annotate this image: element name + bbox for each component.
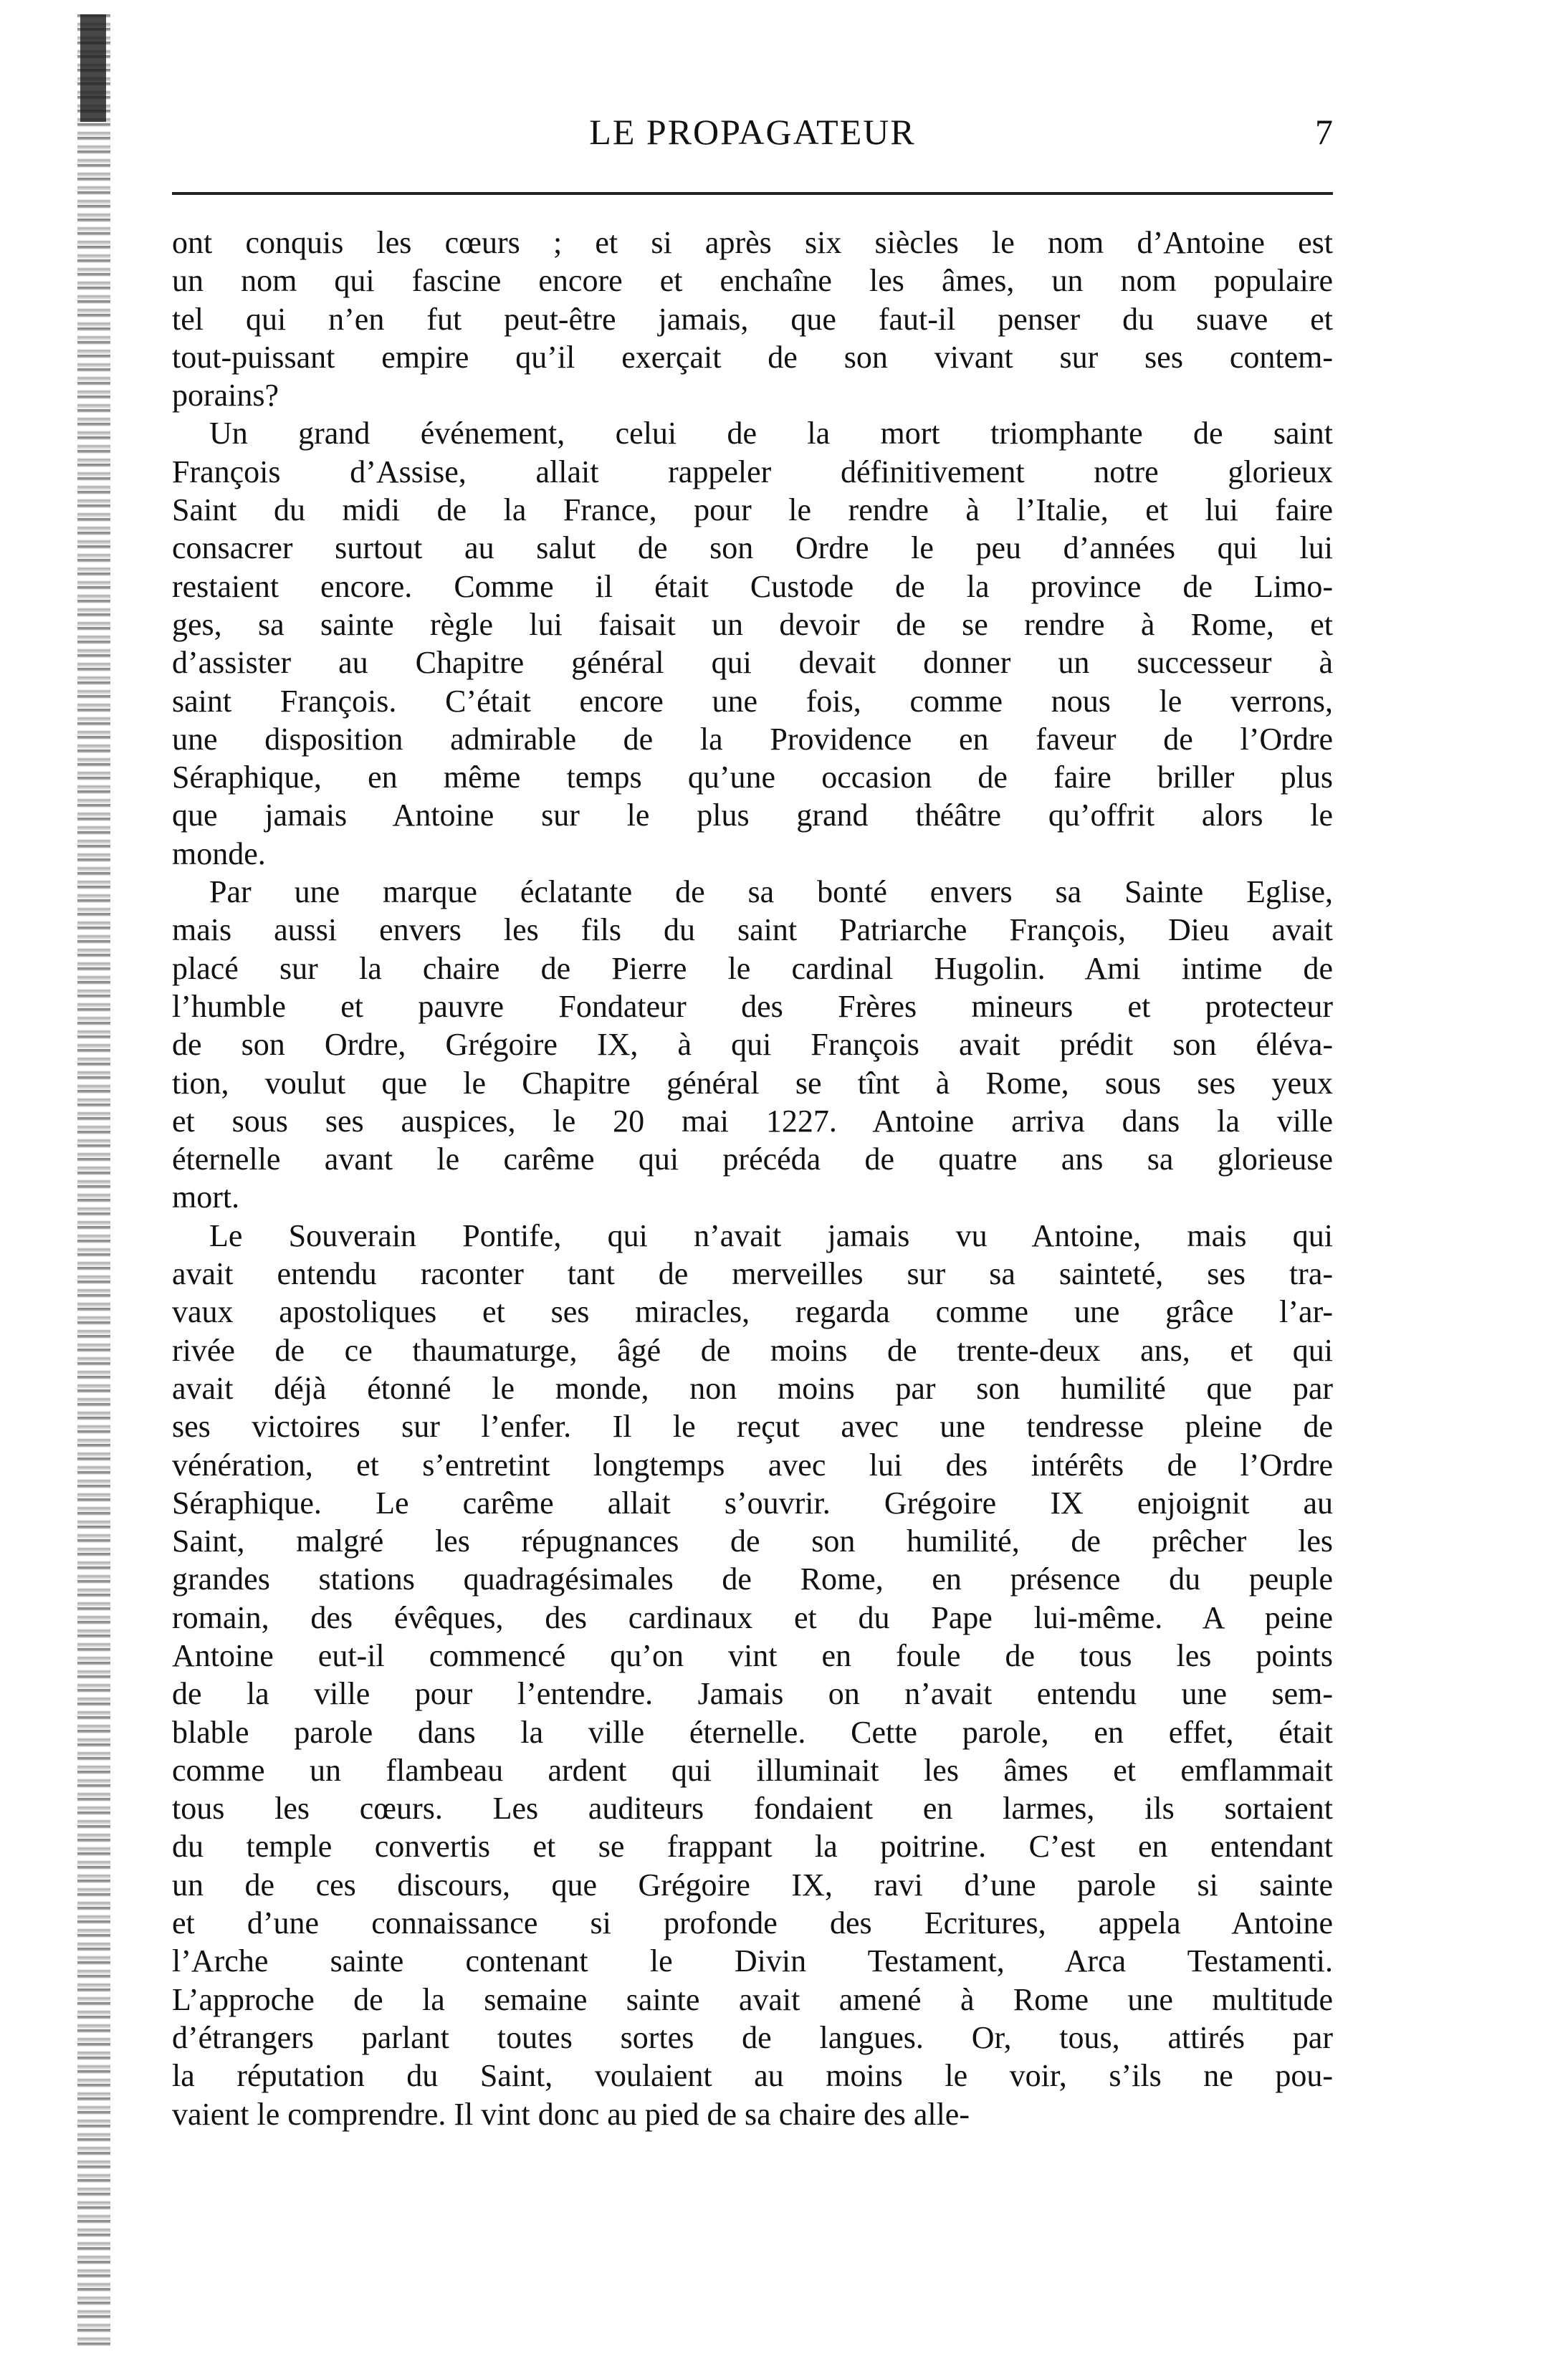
text-line: vénération, et s’entretint longtemps avec lui des intérêts de l’Ordre	[172, 1447, 1333, 1483]
text-line: placé sur la chaire de Pierre le cardinal Hugolin. Ami intime de	[172, 950, 1333, 986]
text-line: tel qui n’en fut peut-être jamais, que faut-il penser du suave et	[172, 301, 1333, 337]
body-text	[172, 224, 1333, 2133]
text-line: la réputation du Saint, voulaient au moins le voir, s’ils ne pou-	[172, 2058, 1333, 2094]
text-line: François d’Assise, allait rappeler définitivement notre glorieux	[172, 454, 1333, 489]
text-line: romain, des évêques, des cardinaux et du Pape lui-même. A peine	[172, 1599, 1333, 1635]
text-line: saint François. C’était encore une fois, comme nous le verrons,	[172, 683, 1333, 719]
text-line: mort.	[172, 1179, 240, 1215]
text-line: porains?	[172, 378, 279, 413]
text-line: un nom qui fascine encore et enchaîne les âmes, un nom populaire	[172, 263, 1333, 299]
text-line: comme un flambeau ardent qui illuminait les âmes et emflammait	[172, 1752, 1333, 1788]
text-line: Saint du midi de la France, pour le rendre à l’Italie, et lui faire	[172, 492, 1333, 528]
text-line: blable parole dans la ville éternelle. Cette parole, en effet, était	[172, 1714, 1333, 1750]
text-line: grandes stations quadragésimales de Rome, en présence du peuple	[172, 1561, 1333, 1597]
text-line: d’assister au Chapitre général qui devait donner un successeur à	[172, 645, 1333, 681]
scanned-binding-edge	[77, 14, 110, 2350]
text-line: éternelle avant le carême qui précéda de quatre ans sa glorieuse	[172, 1142, 1333, 1177]
text-line: Séraphique. Le carême allait s’ouvrir. Grégoire IX enjoignit au	[172, 1485, 1333, 1521]
header-rule	[172, 192, 1333, 195]
text-line: d’étrangers parlant toutes sortes de langues. Or, tous, attirés par	[172, 2019, 1333, 2055]
page-number: 7	[1315, 112, 1333, 152]
paragraph	[172, 224, 1333, 414]
text-line: Saint, malgré les répugnances de son humilité, de prêcher les	[172, 1523, 1333, 1559]
text-line: consacrer surtout au salut de son Ordre le peu d’années qui lui	[172, 530, 1333, 566]
text-line: Un grand événement, celui de la mort triomphante de saint	[209, 416, 1333, 451]
text-line: monde.	[172, 836, 266, 871]
text-line: restaient encore. Comme il était Custode de la province de Limo-	[172, 568, 1333, 604]
text-line: l’Arche sainte contenant le Divin Testament, Arca Testamenti.	[172, 1943, 1333, 1979]
text-line: avait entendu raconter tant de merveilles sur sa sainteté, ses tra-	[172, 1256, 1333, 1292]
text-line: de la ville pour l’entendre. Jamais on n’avait entendu une sem-	[172, 1676, 1333, 1712]
text-line: tous les cœurs. Les auditeurs fondaient en larmes, ils sortaient	[172, 1791, 1333, 1827]
text-line: Antoine eut-il commencé qu’on vint en foule de tous les points	[172, 1637, 1333, 1673]
text-line: Par une marque éclatante de sa bonté envers sa Sainte Eglise,	[209, 874, 1333, 910]
text-line: un de ces discours, que Grégoire IX, ravi d’une parole si sainte	[172, 1867, 1333, 1903]
paragraph	[172, 414, 1333, 873]
text-line: ses victoires sur l’enfer. Il le reçut avec une tendresse pleine de	[172, 1409, 1333, 1445]
text-line: ont conquis les cœurs ; et si après six siècles le nom d’Antoine est	[172, 225, 1333, 260]
paragraph	[172, 873, 1333, 1217]
text-line: et sous ses auspices, le 20 mai 1227. Antoine arriva dans la ville	[172, 1103, 1333, 1139]
text-line: tout-puissant empire qu’il exerçait de son vivant sur ses contem-	[172, 339, 1333, 375]
text-line: et d’une connaissance si profonde des Ecritures, appela Antoine	[172, 1905, 1333, 1941]
running-title: LE PROPAGATEUR	[589, 112, 916, 152]
text-line: avait déjà étonné le monde, non moins par son humilité que par	[172, 1370, 1333, 1406]
text-line: ges, sa sainte règle lui faisait un devoir de se rendre à Rome, et	[172, 606, 1333, 642]
text-line: rivée de ce thaumaturge, âgé de moins de trente-deux ans, et qui	[172, 1332, 1333, 1368]
text-line: tion, voulut que le Chapitre général se tînt à Rome, sous ses yeux	[172, 1065, 1333, 1101]
text-line: du temple convertis et se frappant la poitrine. C’est en entendant	[172, 1829, 1333, 1865]
text-line: L’approche de la semaine sainte avait amené à Rome une multitude	[172, 1981, 1333, 2017]
scan-shadow-mark	[80, 14, 106, 122]
text-line: que jamais Antoine sur le plus grand théâtre qu’offrit alors le	[172, 798, 1333, 833]
text-line: l’humble et pauvre Fondateur des Frères mineurs et protecteur	[172, 988, 1333, 1024]
text-line: une disposition admirable de la Providence en faveur de l’Ordre	[172, 721, 1333, 757]
text-line: vaux apostoliques et ses miracles, regarda comme une grâce l’ar-	[172, 1294, 1333, 1330]
page-header	[172, 110, 1333, 161]
text-line: mais aussi envers les fils du saint Patriarche François, Dieu avait	[172, 912, 1333, 948]
text-line: Le Souverain Pontife, qui n’avait jamais vu Antoine, mais qui	[209, 1217, 1333, 1253]
text-line: vaient le comprendre. Il vint donc au pied de sa chaire des alle-	[172, 2096, 970, 2132]
text-line: Séraphique, en même temps qu’une occasion de faire briller plus	[172, 760, 1333, 795]
paragraph	[172, 1217, 1333, 2133]
text-line: de son Ordre, Grégoire IX, à qui François avait prédit son éléva-	[172, 1027, 1333, 1063]
